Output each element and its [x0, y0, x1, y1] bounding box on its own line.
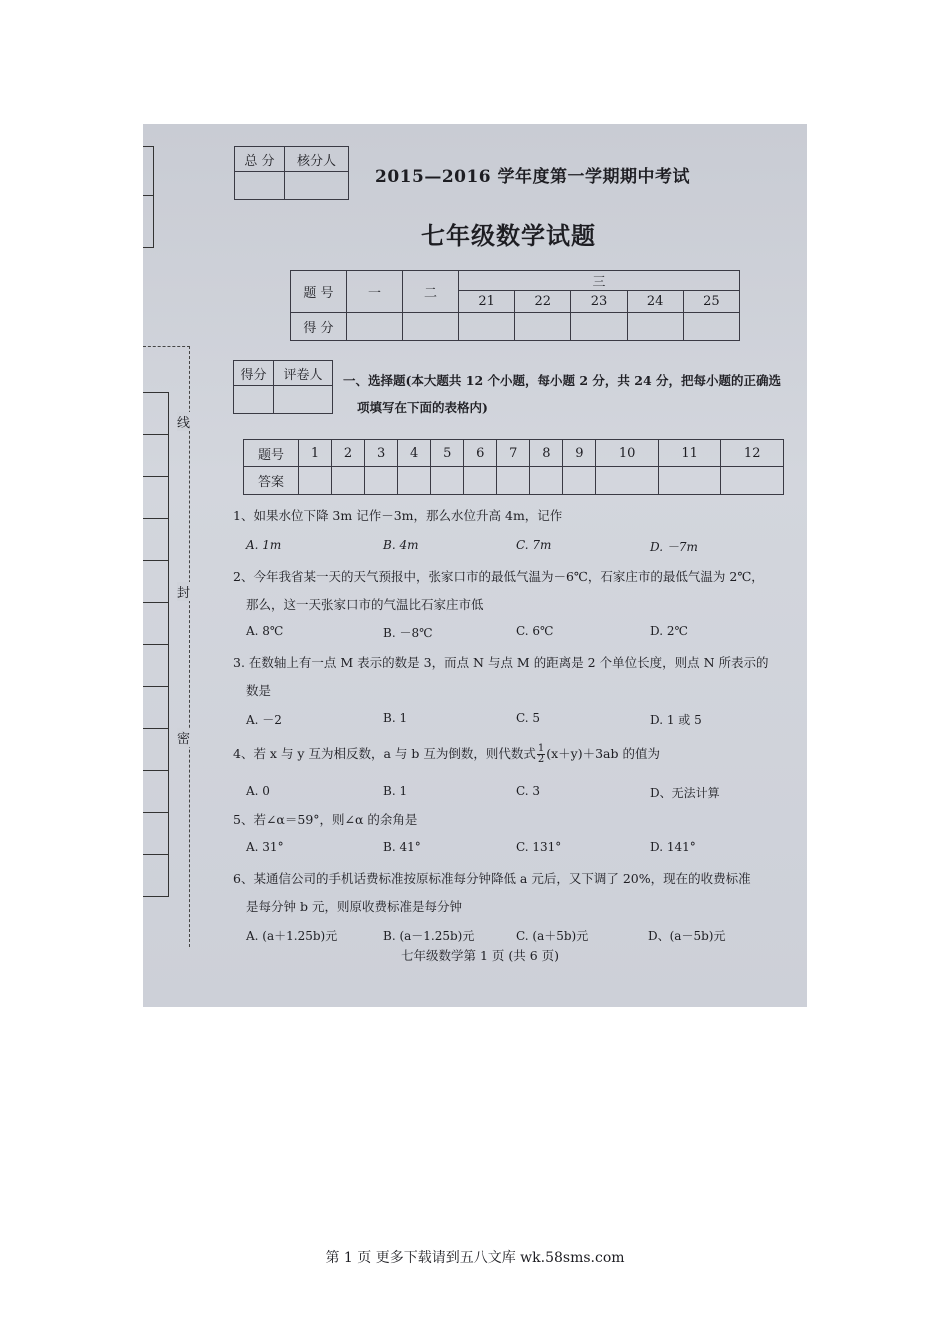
- question-6-stem-line2: 是每分钟 b 元，则原收费标准是每分钟: [246, 899, 462, 914]
- answer-number-5: 5: [431, 440, 464, 467]
- answer-table-row1-label: 题号: [244, 440, 299, 467]
- q5-option-b: B. 41°: [383, 840, 421, 854]
- answer-number-10: 10: [596, 440, 658, 467]
- answer-number-12: 12: [721, 440, 784, 467]
- answer-cell-5[interactable]: [431, 467, 464, 495]
- paper-title: 七年级数学试题: [421, 221, 596, 250]
- answer-cell-7[interactable]: [497, 467, 530, 495]
- score-table-item-24: 24: [627, 291, 683, 313]
- q1-option-c: C. 7m: [516, 538, 552, 552]
- score-table-part2: 二: [403, 271, 459, 313]
- score-table-item-25: 25: [683, 291, 739, 313]
- question-6-stem-line1: 6、某通信公司的手机话费标准按原标准每分钟降低 a 元后，又下调了 20%，现在的收费标准: [233, 871, 751, 886]
- answer-cell-11[interactable]: [658, 467, 720, 495]
- question-1-stem: 1、如果水位下降 3m 记作－3m，那么水位升高 4m，记作: [233, 508, 563, 523]
- q5-option-a: A. 31°: [246, 840, 284, 854]
- score-table-item-22: 22: [515, 291, 571, 313]
- q2-option-b: B. －8℃: [383, 626, 433, 640]
- answer-number-4: 4: [398, 440, 431, 467]
- section1-title-line2: 项填写在下面的表格内): [357, 400, 488, 415]
- q3-option-a: A. －2: [246, 713, 282, 727]
- q1-option-b: B. 4m: [383, 538, 419, 552]
- q4-option-a: A. 0: [246, 784, 270, 798]
- q1-option-d: D. －7m: [650, 540, 698, 554]
- total-score-box: [234, 146, 349, 200]
- grader-box: [233, 360, 333, 414]
- score-table-row1-label: 题 号: [291, 271, 347, 313]
- answer-cell-8[interactable]: [530, 467, 563, 495]
- checker-label: 核分人: [284, 147, 348, 172]
- answer-number-1: 1: [299, 440, 332, 467]
- q2-option-a: A. 8℃: [246, 624, 284, 638]
- question-2-stem-line1: 2、今年我省某一天的天气预报中，张家口市的最低气温为－6℃，石家庄市的最低气温为 2℃，: [233, 569, 764, 584]
- score-table-row2-label: 得 分: [291, 313, 347, 341]
- score-table-part1: 一: [347, 271, 403, 313]
- binding-char-secret: 密: [177, 728, 190, 747]
- answer-number-8: 8: [530, 440, 563, 467]
- q6-option-c: C. (a＋5b)元: [516, 929, 589, 943]
- exam-page-footer: 七年级数学第 1 页 (共 6 页): [401, 948, 560, 963]
- grader-score-label: 得分: [234, 361, 274, 386]
- answer-cell-9[interactable]: [563, 467, 596, 495]
- q1-option-a: A. 1m: [246, 538, 282, 552]
- q5-option-c: C. 131°: [516, 840, 562, 854]
- q5-option-d: D. 141°: [650, 840, 696, 854]
- q4-fraction-denominator: 2: [537, 754, 545, 765]
- answer-number-9: 9: [563, 440, 596, 467]
- answer-cell-12[interactable]: [721, 467, 784, 495]
- q4-option-b: B. 1: [383, 784, 408, 798]
- answer-number-7: 7: [497, 440, 530, 467]
- exam-photo: [143, 124, 807, 1007]
- q4-option-c: C. 3: [516, 784, 541, 798]
- answer-cell-3[interactable]: [365, 467, 398, 495]
- q6-option-a: A. (a＋1.25b)元: [246, 929, 338, 943]
- q3-option-c: C. 5: [516, 711, 541, 725]
- question-3-stem-line1: 3. 在数轴上有一点 M 表示的数是 3，而点 N 与点 M 的距离是 2 个单位长度，则点 N 所表示的: [233, 655, 769, 670]
- score-table-part3: 三: [459, 271, 740, 291]
- binding-char-seal: 封: [177, 582, 190, 601]
- score-summary-table: [290, 270, 740, 341]
- answer-cell-1[interactable]: [299, 467, 332, 495]
- total-score-label: 总 分: [235, 147, 285, 172]
- answer-number-11: 11: [658, 440, 720, 467]
- answer-cell-4[interactable]: [398, 467, 431, 495]
- answer-table-row2-label: 答案: [244, 467, 299, 495]
- q6-option-b: B. (a－1.25b)元: [383, 929, 475, 943]
- q3-option-d: D. 1 或 5: [650, 713, 702, 727]
- answer-cell-2[interactable]: [332, 467, 365, 495]
- q4-fraction: [537, 744, 545, 765]
- q3-option-b: B. 1: [383, 711, 408, 725]
- question-5-stem: 5、若∠α＝59°，则∠α 的余角是: [233, 812, 418, 827]
- score-table-item-23: 23: [571, 291, 627, 313]
- student-info-cells: [143, 392, 169, 897]
- q4-option-d: D、无法计算: [650, 786, 720, 800]
- answer-table: [243, 439, 784, 495]
- answer-number-2: 2: [332, 440, 365, 467]
- score-table-item-21: 21: [459, 291, 515, 313]
- document-page-footer: 第 1 页 更多下载请到五八文库 wk.58sms.com: [325, 1250, 625, 1266]
- q4-stem-suffix: (x＋y)＋3ab 的值为: [546, 746, 660, 761]
- grader-name-label: 评卷人: [273, 361, 332, 386]
- q2-option-d: D. 2℃: [650, 624, 688, 638]
- question-3-stem-line2: 数是: [246, 683, 272, 698]
- binding-char-line: 线: [177, 412, 190, 431]
- q4-stem-prefix: 4、若 x 与 y 互为相反数，a 与 b 互为倒数，则代数式: [233, 746, 536, 761]
- exam-title: 2015—2016 学年度第一学期期中考试: [375, 167, 691, 187]
- answer-cell-6[interactable]: [464, 467, 497, 495]
- question-2-stem-line2: 那么，这一天张家口市的气温比石家庄市低: [246, 597, 484, 612]
- q6-option-d: D、(a－5b)元: [648, 929, 726, 943]
- answer-number-6: 6: [464, 440, 497, 467]
- question-4-stem: [233, 744, 803, 765]
- left-edge-boxes: [143, 146, 154, 248]
- section1-title: [343, 367, 803, 421]
- answer-cell-10[interactable]: [596, 467, 658, 495]
- q4-fraction-numerator: 1: [537, 743, 545, 754]
- q2-option-c: C. 6℃: [516, 624, 554, 638]
- section1-title-line1: 一、选择题(本大题共 12 个小题，每小题 2 分，共 24 分，把每小题的正确选: [343, 373, 782, 388]
- answer-number-3: 3: [365, 440, 398, 467]
